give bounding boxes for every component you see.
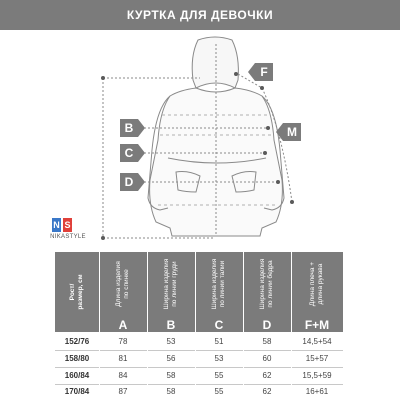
row-size: 160/84 xyxy=(64,371,90,380)
header-c-label: Ширина изделия по линии талии xyxy=(211,258,226,310)
letter-c-text: C xyxy=(214,318,224,332)
size-column-header xyxy=(55,252,99,332)
letter-a-text: A xyxy=(118,318,128,332)
jacket-drawing xyxy=(0,30,400,250)
row-c: 55 xyxy=(214,371,224,380)
row-a: 81 xyxy=(118,354,128,363)
column-divider xyxy=(99,252,100,398)
marker-c: C xyxy=(120,144,138,162)
row-b: 56 xyxy=(166,354,176,363)
row-b: 58 xyxy=(166,371,176,380)
row-b: 58 xyxy=(166,387,176,396)
size-table xyxy=(55,252,343,398)
row-fm: 14,5+54 xyxy=(302,337,332,346)
letter-fm-text: F+M xyxy=(304,318,330,332)
row-fm: 15+57 xyxy=(305,354,329,363)
header-d xyxy=(243,252,291,316)
row-a: 87 xyxy=(118,387,128,396)
row-size: 170/84 xyxy=(64,387,90,396)
letter-a xyxy=(99,316,147,332)
row-c: 51 xyxy=(214,337,224,346)
row-c: 53 xyxy=(214,354,224,363)
marker-d: D xyxy=(120,173,138,191)
row-fm: 15,5+59 xyxy=(302,371,332,380)
header-b-label: Ширина изделия по линии груди xyxy=(163,258,178,310)
column-divider xyxy=(195,252,196,398)
row-size: 152/76 xyxy=(64,337,90,346)
row-a: 78 xyxy=(118,337,128,346)
column-divider xyxy=(147,252,148,398)
title-bar xyxy=(0,0,400,30)
letter-fm xyxy=(291,316,343,332)
row-d: 62 xyxy=(262,387,272,396)
brand-logo xyxy=(40,218,90,248)
row-d: 60 xyxy=(262,354,272,363)
header-fm xyxy=(291,252,343,316)
marker-f: F xyxy=(255,63,273,81)
header-a-label: Длина изделия по спинке xyxy=(115,261,130,307)
svg-text:S: S xyxy=(64,220,71,230)
header-b xyxy=(147,252,195,316)
row-c: 55 xyxy=(214,387,224,396)
size-header-label: Рост/ размер, см xyxy=(69,274,84,310)
header-d-label: Ширина изделия по линии бедра xyxy=(259,258,274,310)
letter-c xyxy=(195,316,243,332)
marker-b: B xyxy=(120,119,138,137)
column-divider xyxy=(243,252,244,398)
marker-m: M xyxy=(283,123,301,141)
brand-logo-icon xyxy=(52,218,72,232)
row-b: 53 xyxy=(166,337,176,346)
letter-b-text: B xyxy=(166,318,176,332)
letter-d xyxy=(243,316,291,332)
row-d: 62 xyxy=(262,371,272,380)
svg-text:N: N xyxy=(53,220,60,230)
row-a: 84 xyxy=(118,371,128,380)
header-c xyxy=(195,252,243,316)
letter-b xyxy=(147,316,195,332)
jacket-diagram xyxy=(0,30,400,250)
header-fm-label: Длина плеча + длина рукава xyxy=(309,261,324,307)
row-d: 58 xyxy=(262,337,272,346)
header-a xyxy=(99,252,147,316)
page-title: КУРТКА ДЛЯ ДЕВОЧКИ xyxy=(126,8,274,22)
column-divider xyxy=(291,252,292,398)
brand-name: NIKASTYLE xyxy=(50,234,86,240)
row-size: 158/80 xyxy=(64,354,90,363)
row-fm: 16+61 xyxy=(305,387,329,396)
letter-d-text: D xyxy=(262,318,272,332)
